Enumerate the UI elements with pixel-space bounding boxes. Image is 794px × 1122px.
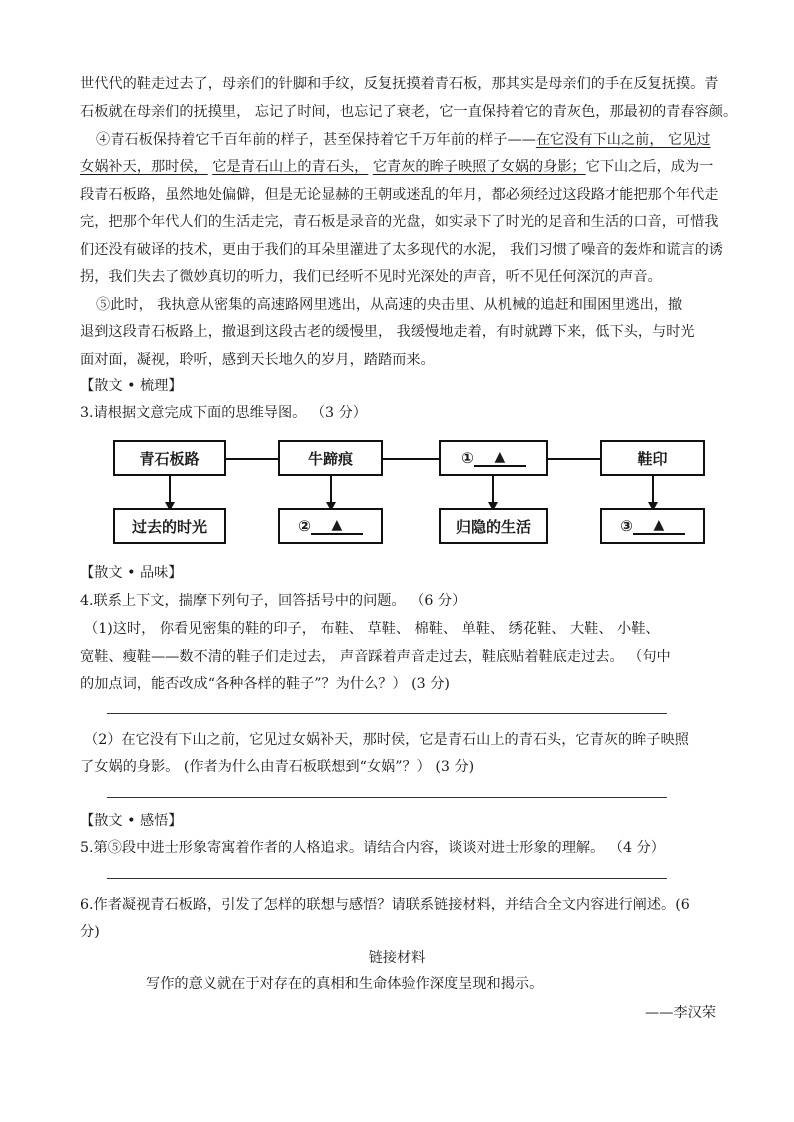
passage-line-11: 面对面，凝视，聆听，感到天长地久的岁月，踏踏而来。 [80, 352, 435, 368]
passage-line-3-a: ④青石板保持着它千百年前的样子，甚至保持着它千万年前的样子—— [96, 132, 536, 148]
mind-map-top-2: 牛蹄痕 [278, 440, 383, 476]
passage-line-4-c: 它青灰的眸子映照了女娲的身影； [372, 159, 586, 175]
answer-blank-2[interactable]: ▲ [311, 517, 363, 535]
passage-line-8: 拐，我们失去了微妙真切的听力，我们已经听不见时光深处的声音，听不见任何深沉的声音。 [80, 269, 662, 285]
link-material-title: 链接材料 [368, 950, 426, 966]
passage-line-4-a: 女娲补天，那时侯， [80, 159, 208, 175]
passage-line-10: 退到这段青石板路上，撤退到这段古老的缓慢里， 我缓慢地走着，有时就蹲下来，低下头，与时光 [80, 324, 695, 340]
passage-line-5: 段青石板路，虽然地处偏僻，但是无论显赫的王朝或迷乱的年月，都必须经过这段路才能把那个年代走 [80, 187, 719, 203]
q4-sub1-answer-line[interactable] [107, 713, 667, 714]
section-label-sort: 【散文 • 梳理】 [80, 378, 183, 394]
q6-prompt-line-2: 分) [80, 924, 100, 940]
mind-map-bottom-4-num: ③ [620, 517, 633, 535]
mind-map-bottom-2-num: ② [298, 517, 311, 535]
answer-blank-1[interactable]: ▲ [474, 449, 526, 467]
passage-line-2: 石板就在母亲们的抚摸里， 忘记了时间，也忘记了衰老，它一直保持着它的青灰色，那最初的青春容颜。 [80, 104, 738, 120]
q4-sub1-line-2: 宽鞋、瘦鞋——数不清的鞋子们走过去， 声音踩着声音走过去，鞋底贴着鞋底走过去。 （句中 [80, 649, 671, 665]
q4-sub1-line-1: （1)这时， 你看见密集的鞋的印子， 布鞋、 草鞋、 棉鞋、 单鞋、 绣花鞋、 大鞋、 小鞋、 [84, 621, 660, 637]
arrow-1-shaft [169, 476, 171, 504]
mind-map-top-4: 鞋印 [600, 440, 705, 476]
mind-map-bottom-2[interactable] [278, 508, 383, 544]
q4-sub2-line-1: （2）在它没有下山之前，它见过女娲补天，那时侯，它是青石山上的青石头，它青灰的眸子映照 [84, 732, 689, 748]
mind-map-top-3-num: ① [461, 449, 474, 467]
link-material-quote: 写作的意义就在于对存在的真相和生命体验作深度呈现和揭示。 [146, 976, 544, 992]
q4-prompt: 4.联系上下文，揣摩下列句子，回答括号中的问题。 （6 分） [80, 593, 467, 609]
q4-sub1-line-3: 的加点词，能否改成“各种各样的鞋子”？为什么？） (3 分) [80, 676, 450, 692]
passage-line-4-b: 它是青石山上的青石头， [212, 159, 369, 175]
link-material-author: ——李汉荣 [645, 1005, 716, 1021]
passage-line-4 [80, 157, 713, 177]
q6-prompt-line-1: 6.作者凝视青石板路，引发了怎样的联想与感悟？请联系链接材料，并结合全文内容进行阐述。(6 [80, 897, 690, 913]
mind-map-bottom-3: 归隐的生活 [439, 508, 548, 544]
section-label-savor: 【散文 • 品味】 [80, 565, 183, 581]
passage-line-7: 们还没有破译的技术，更由于我们的耳朵里灌进了太多现代的水泥， 我们习惯了噪音的轰炸和谎言的诱 [80, 242, 723, 258]
arrow-3-shaft [492, 476, 494, 504]
section-label-insight: 【散文 • 感悟】 [80, 813, 183, 829]
passage-line-4-d: 它下山之后，成为一 [585, 159, 714, 175]
answer-blank-3[interactable]: ▲ [633, 517, 685, 535]
arrow-4-shaft [652, 476, 654, 504]
q4-sub2-line-2: 了女娲的身影。 (作者为什么由青石板联想到“女娲”？） (3 分) [80, 759, 475, 775]
q4-sub2-answer-line[interactable] [107, 797, 667, 798]
q3-prompt: 3.请根据文意完成下面的思维导图。 （3 分） [80, 405, 367, 421]
passage-line-3-b: 在它没有下山之前， 它见过 [535, 132, 711, 148]
q5-prompt: 5.第⑤段中进士形象寄寓着作者的人格追求。请结合内容，谈谈对进士形象的理解。 （4 分） [80, 840, 665, 856]
passage-line-1: 世代代的鞋走过去了，母亲们的针脚和手纹，反复抚摸着青石板，那其实是母亲们的手在反复抚摸。青 [80, 76, 719, 92]
passage-line-6: 完，把那个年代人们的生活走完，青石板是录音的光盘，如实录下了时光的足音和生活的口音，可惜我 [80, 214, 719, 230]
mind-map-top-3[interactable] [439, 440, 548, 476]
mind-map-bottom-1: 过去的时光 [113, 508, 226, 544]
passage-line-9: ⑤此时， 我执意从密集的高速路网里逃出，从高速的央击里、从机械的追赶和围困里逃出，撤 [96, 297, 683, 313]
mind-map-top-1: 青石板路 [113, 440, 226, 476]
arrow-2-shaft [330, 476, 332, 504]
q5-answer-line[interactable] [107, 878, 667, 879]
passage-line-3 [96, 130, 711, 150]
mind-map-bottom-4[interactable] [600, 508, 705, 544]
